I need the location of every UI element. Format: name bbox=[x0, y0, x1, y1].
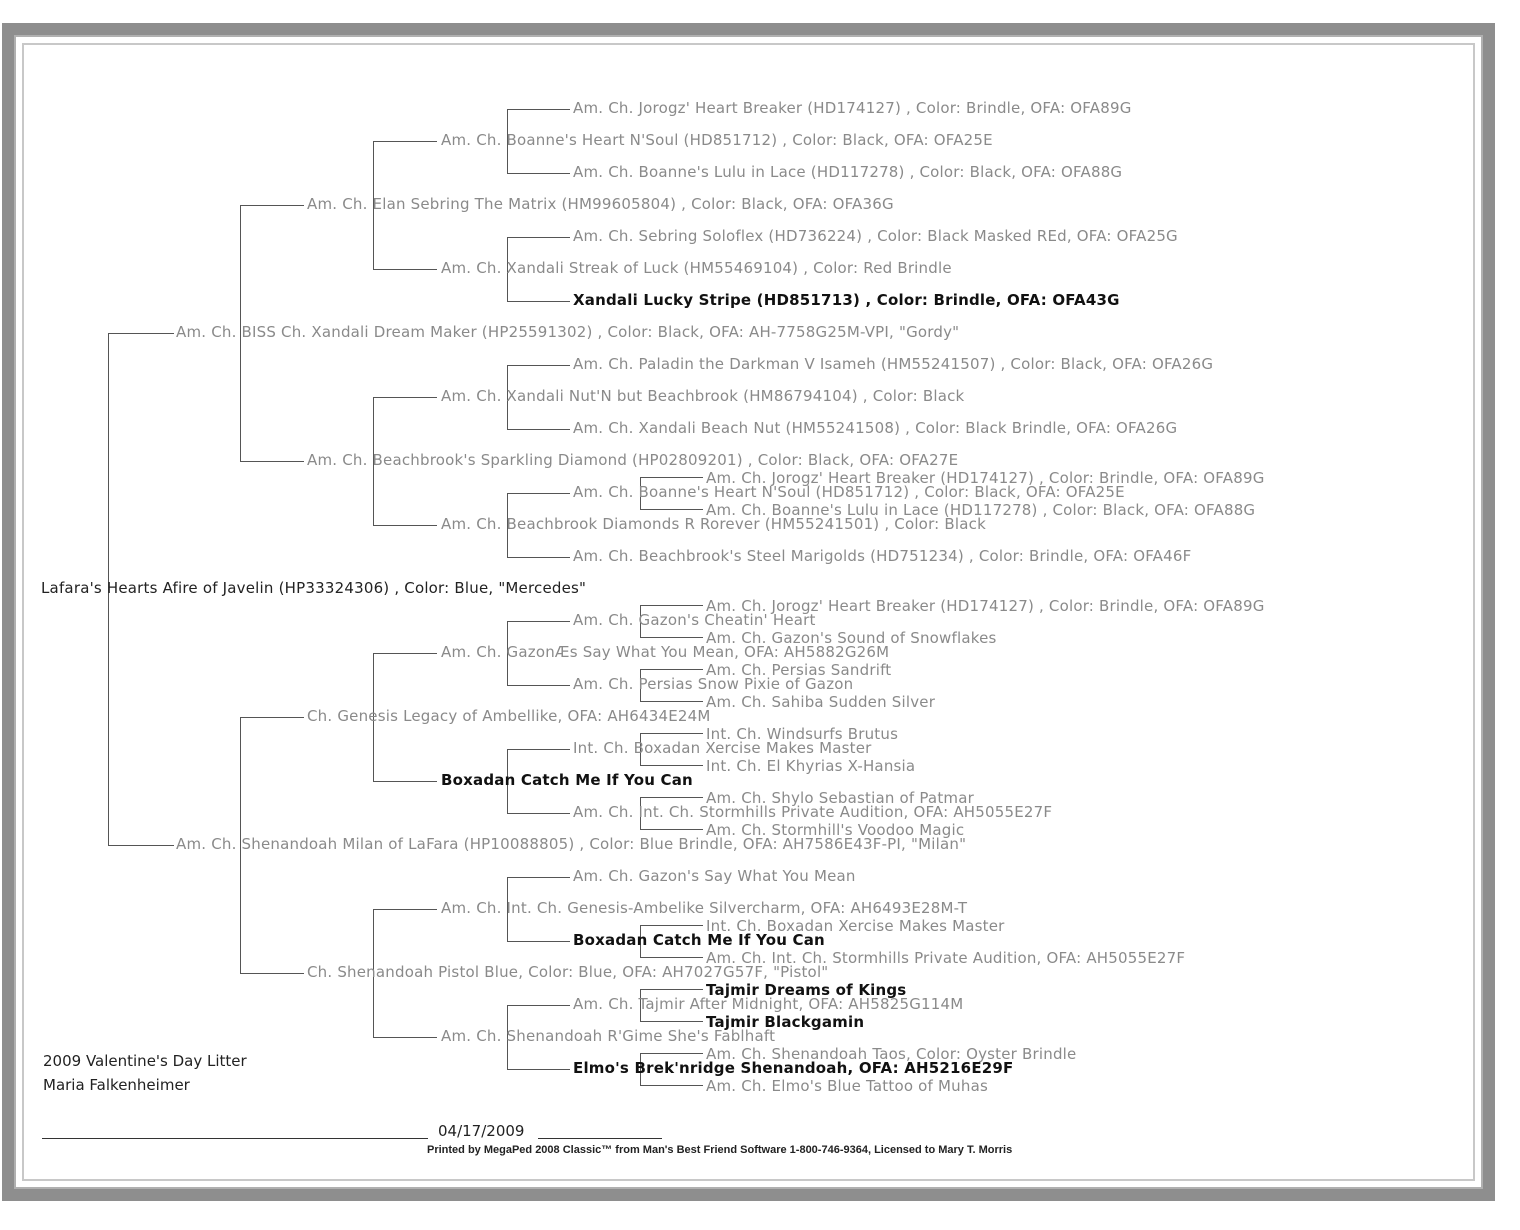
gen3-ancestor: Am. Ch. Beachbrook Diamonds R Rorever (HM55241501) , Color: Black bbox=[441, 515, 986, 533]
gen5-ancestor: Am. Ch. Jorogz' Heart Breaker (HD174127) , Color: Brindle, OFA: OFA89G bbox=[706, 469, 1265, 487]
gen4-ancestor: Am. Ch. Boanne's Heart N'Soul (HD851712) , Color: Black, OFA: OFA25E bbox=[573, 483, 1125, 501]
gen4-ancestor: Am. Ch. Beachbrook's Steel Marigolds (HD751234) , Color: Brindle, OFA: OFA46F bbox=[573, 547, 1192, 565]
sire-dam: Am. Ch. Beachbrook's Sparkling Diamond (HP02809201) , Color: Black, OFA: OFA27E bbox=[307, 451, 959, 469]
gen3-ancestor: Am. Ch. GazonÆs Say What You Mean, OFA: AH5882G26M bbox=[441, 643, 890, 661]
gen3-ancestor: Am. Ch. Boanne's Heart N'Soul (HD851712) , Color: Black, OFA: OFA25E bbox=[441, 131, 993, 149]
subject-dog: Lafara's Hearts Afire of Javelin (HP33324306) , Color: Blue, "Mercedes" bbox=[41, 579, 587, 597]
gen4-ancestor: Elmo's Brek'nridge Shenandoah, OFA: AH5216E29F bbox=[573, 1059, 1014, 1077]
gen5-ancestor: Int. Ch. Windsurfs Brutus bbox=[706, 725, 899, 743]
date-line bbox=[538, 1138, 662, 1139]
gen5-ancestor: Int. Ch. Boxadan Xercise Makes Master bbox=[706, 917, 1005, 935]
gen3-ancestor: Am. Ch. Xandali Nut'N but Beachbrook (HM86794104) , Color: Black bbox=[441, 387, 965, 405]
sire-sire: Am. Ch. Elan Sebring The Matrix (HM99605804) , Color: Black, OFA: OFA36G bbox=[307, 195, 894, 213]
signature-line bbox=[42, 1138, 428, 1139]
breeder-name: Maria Falkenheimer bbox=[43, 1076, 190, 1094]
litter-name: 2009 Valentine's Day Litter bbox=[43, 1052, 247, 1070]
gen4-ancestor: Am. Ch. Paladin the Darkman V Isameh (HM55241507) , Color: Black, OFA: OFA26G bbox=[573, 355, 1214, 373]
gen5-ancestor: Am. Ch. Sahiba Sudden Silver bbox=[706, 693, 936, 711]
gen4-ancestor: Xandali Lucky Stripe (HD851713) , Color: Brindle, OFA: OFA43G bbox=[573, 291, 1120, 309]
gen3-ancestor: Am. Ch. Xandali Streak of Luck (HM55469104) , Color: Red Brindle bbox=[441, 259, 952, 277]
gen3-ancestor: Boxadan Catch Me If You Can bbox=[441, 771, 693, 789]
gen4-ancestor: Am. Ch. Gazon's Say What You Mean bbox=[573, 867, 856, 885]
gen5-ancestor: Am. Ch. Persias Sandrift bbox=[706, 661, 892, 679]
gen5-ancestor: Am. Ch. Int. Ch. Stormhills Private Audition, OFA: AH5055E27F bbox=[706, 949, 1186, 967]
sire: Am. Ch. BISS Ch. Xandali Dream Maker (HP25591302) , Color: Black, OFA: AH-7758G25M-VPI, "Gordy" bbox=[176, 323, 960, 341]
gen5-ancestor: Int. Ch. El Khyrias X-Hansia bbox=[706, 757, 916, 775]
gen5-ancestor: Am. Ch. Elmo's Blue Tattoo of Muhas bbox=[706, 1077, 988, 1095]
dam-dam: Ch. Shenandoah Pistol Blue, Color: Blue, OFA: AH7027G57F, "Pistol" bbox=[307, 963, 829, 981]
gen4-ancestor: Boxadan Catch Me If You Can bbox=[573, 931, 825, 949]
gen5-ancestor: Tajmir Dreams of Kings bbox=[706, 981, 907, 999]
gen5-ancestor: Am. Ch. Shenandoah Taos, Color: Oyster Brindle bbox=[706, 1045, 1077, 1063]
gen4-ancestor: Int. Ch. Boxadan Xercise Makes Master bbox=[573, 739, 872, 757]
gen3-ancestor: Am. Ch. Int. Ch. Genesis-Ambelike Silvercharm, OFA: AH6493E28M-T bbox=[441, 899, 968, 917]
gen4-ancestor: Am. Ch. Xandali Beach Nut (HM55241508) , Color: Black Brindle, OFA: OFA26G bbox=[573, 419, 1178, 437]
gen5-ancestor: Am. Ch. Boanne's Lulu in Lace (HD117278) , Color: Black, OFA: OFA88G bbox=[706, 501, 1256, 519]
gen4-ancestor: Am. Ch. Gazon's Cheatin' Heart bbox=[573, 611, 816, 629]
gen4-ancestor: Am. Ch. Persias Snow Pixie of Gazon bbox=[573, 675, 854, 693]
gen3-ancestor: Am. Ch. Shenandoah R'Gime She's Fablhaft bbox=[441, 1027, 776, 1045]
gen4-ancestor: Am. Ch. Tajmir After Midnight, OFA: AH5825G114M bbox=[573, 995, 964, 1013]
gen4-ancestor: Am. Ch. Boanne's Lulu in Lace (HD117278) , Color: Black, OFA: OFA88G bbox=[573, 163, 1123, 181]
gen5-ancestor: Am. Ch. Shylo Sebastian of Patmar bbox=[706, 789, 974, 807]
printed-by-note: Printed by MegaPed 2008 Classic™ from Man's Best Friend Software 1-800-746-9364, Licensed to Mary T. Morris bbox=[427, 1144, 1013, 1156]
gen4-ancestor: Am. Ch. Sebring Soloflex (HD736224) , Color: Black Masked REd, OFA: OFA25G bbox=[573, 227, 1178, 245]
dam-sire: Ch. Genesis Legacy of Ambellike, OFA: AH6434E24M bbox=[307, 707, 711, 725]
gen5-ancestor: Am. Ch. Stormhill's Voodoo Magic bbox=[706, 821, 965, 839]
gen5-ancestor: Am. Ch. Jorogz' Heart Breaker (HD174127) , Color: Brindle, OFA: OFA89G bbox=[706, 597, 1265, 615]
gen5-ancestor: Tajmir Blackgamin bbox=[706, 1013, 865, 1031]
gen5-ancestor: Am. Ch. Gazon's Sound of Snowflakes bbox=[706, 629, 997, 647]
print-date: 04/17/2009 bbox=[438, 1122, 525, 1140]
dam: Am. Ch. Shenandoah Milan of LaFara (HP10088805) , Color: Blue Brindle, OFA: AH7586E43F-PI, "Milan" bbox=[176, 835, 967, 853]
gen4-ancestor: Am. Ch. Int. Ch. Stormhills Private Audition, OFA: AH5055E27F bbox=[573, 803, 1053, 821]
gen4-ancestor: Am. Ch. Jorogz' Heart Breaker (HD174127) , Color: Brindle, OFA: OFA89G bbox=[573, 99, 1132, 117]
